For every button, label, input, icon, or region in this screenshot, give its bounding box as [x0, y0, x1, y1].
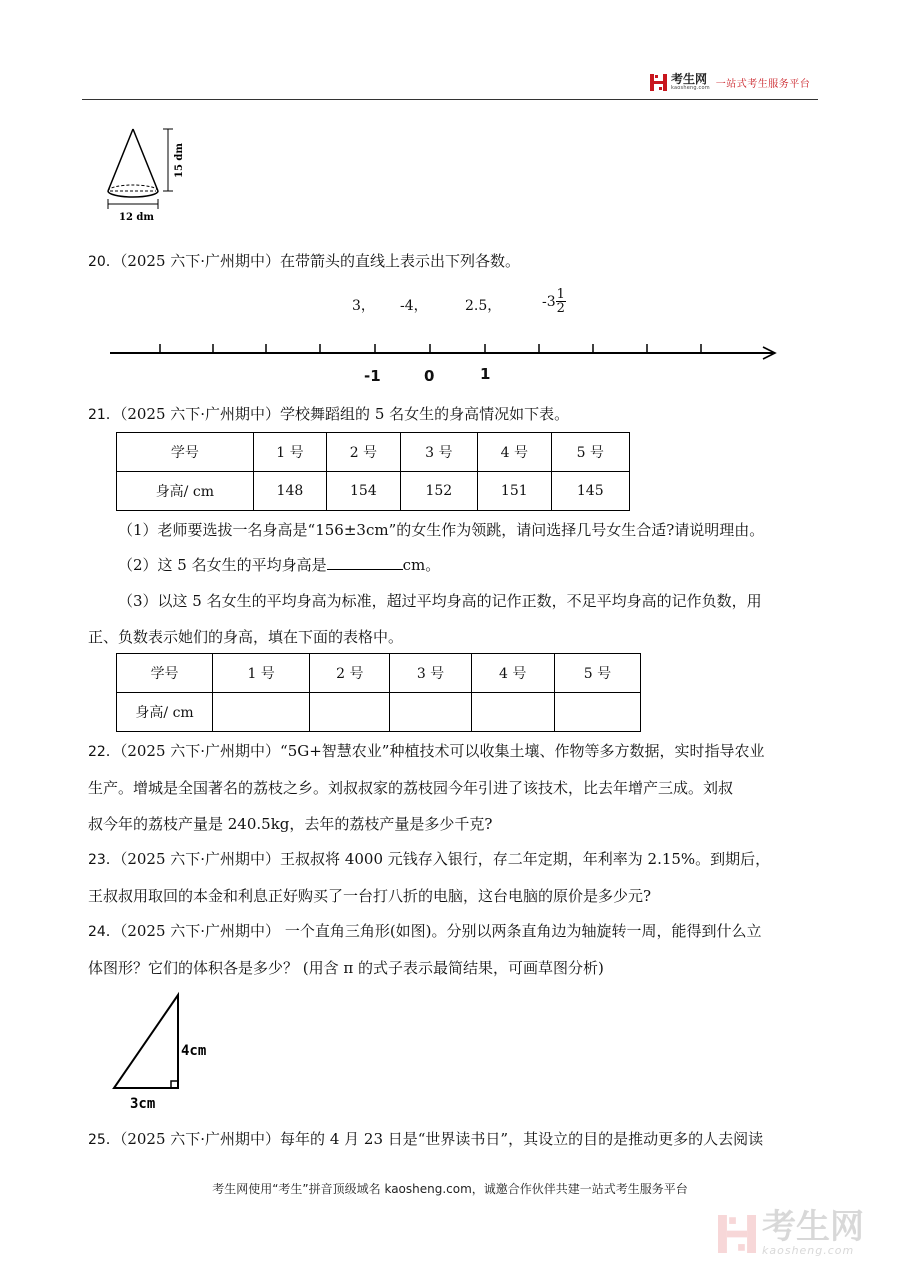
q21-part-3-line-2: 正、负数表示她们的身高，填在下面的表格中。 [88, 628, 404, 646]
table-cell: 151 [478, 472, 551, 511]
table-header-cell: 学号 [117, 654, 213, 693]
question-text: 王叔叔将 4000 元钱存入银行，存二年定期，年利率为 2.15%。到期后， [280, 850, 771, 868]
table-header-cell: 学号 [117, 433, 254, 472]
q24-line-1 [88, 913, 813, 950]
cone-figure [100, 122, 200, 227]
table-row [117, 433, 630, 472]
question-20 [88, 250, 520, 273]
q23-line-2: 王叔叔用取回的本金和利息正好购买了一台打八折的电脑，这台电脑的原价是多少元? [88, 887, 652, 905]
table-row [117, 472, 630, 511]
question-21 [88, 403, 569, 426]
q22-line-2: 生产。增城是全国著名的荔枝之乡。刘叔叔家的荔枝园今年引进了该技术，比去年增产三成。刘叔 [88, 779, 734, 797]
question-number: 20． [88, 254, 120, 270]
mixed-fraction [556, 288, 566, 315]
table-cell: 148 [253, 472, 326, 511]
question-source: （2025 六下·广州期中） [119, 850, 281, 868]
answer-cell[interactable] [554, 693, 640, 732]
part-2-text: （2）这 5 名女生的平均身高是 [118, 556, 327, 574]
question-text: 每年的 4 月 23 日是“世界读书日”，其设立的目的是推动更多的人去阅读 [280, 1130, 764, 1148]
question-number: 25． [88, 1132, 120, 1148]
question-24 [88, 913, 813, 986]
q21-part-2 [118, 553, 440, 576]
question-text: “5G+智慧农业”种植技术可以收集土壤、作物等多方数据，实时指导农业 [280, 742, 765, 760]
q21-part-3-line-1: （3）以这 5 名女生的平均身高为标准，超过平均身高的记作正数，不足平均身高的记作负数，用 [118, 592, 762, 610]
right-triangle-figure [108, 990, 228, 1115]
question-text: 学校舞蹈组的 5 名女生的身高情况如下表。 [280, 405, 570, 423]
question-source: （2025 六下·广州期中） [119, 1130, 281, 1148]
question-source: （2025 六下·广州期中） [119, 922, 281, 940]
table-header-cell: 身高/ cm [117, 693, 213, 732]
q23-line-1 [88, 841, 813, 878]
question-text: 在带箭头的直线上表示出下列各数。 [280, 252, 521, 270]
triangle-base-label: 3cm [130, 1096, 156, 1112]
table-cell: 2 号 [327, 433, 400, 472]
watermark-logo-icon [718, 1215, 756, 1253]
question-25 [88, 1121, 813, 1158]
q24-line-2: 体图形？它们的体积各是多少？ (用含 π 的式子表示最简结果，可画草图分析) [88, 959, 604, 977]
answer-cell[interactable] [310, 693, 390, 732]
fraction-denominator: 2 [556, 301, 565, 316]
table-cell: 3 号 [400, 433, 477, 472]
page-footer: 考生网使用“考生”拼音顶级域名 kaosheng.com，诚邀合作伙伴共建一站式考生服务平台 [212, 1182, 688, 1196]
fraction-numerator: 1 [556, 287, 565, 302]
q22-line-1 [88, 733, 813, 770]
q25-line-1 [88, 1121, 813, 1158]
question-number: 23． [88, 852, 120, 868]
height-table [116, 432, 630, 511]
table-cell: 3 号 [390, 654, 471, 693]
q20-value-2: -4， [400, 298, 428, 314]
logo-domain: kaosheng.com [671, 85, 710, 91]
q20-value-3: 2.5， [465, 298, 502, 314]
question-number: 24． [88, 924, 120, 940]
q20-value-1: 3， [352, 298, 375, 314]
answer-blank[interactable] [327, 553, 403, 570]
kaosheng-logo-icon [650, 74, 667, 91]
triangle-height-label: 4cm [181, 1043, 207, 1059]
question-number: 22． [88, 744, 120, 760]
table-cell: 4 号 [471, 654, 554, 693]
logo-name: 考生网 [671, 72, 708, 86]
question-number: 21． [88, 407, 120, 423]
header-logo [650, 72, 810, 92]
q22-line-3: 叔今年的荔枝产量是 240.5kg，去年的荔枝产量是多少千克? [88, 815, 493, 833]
table-cell: 4 号 [478, 433, 551, 472]
deviation-table [116, 653, 641, 732]
table-cell: 1 号 [213, 654, 310, 693]
table-cell: 5 号 [554, 654, 640, 693]
header-divider [82, 99, 818, 100]
table-cell: 2 号 [310, 654, 390, 693]
question-23 [88, 841, 813, 914]
cone-height-label: 15 dm [174, 143, 185, 178]
watermark-name: 考生网 [762, 1207, 864, 1247]
table-cell: 154 [327, 472, 400, 511]
axis-label-0: 0 [424, 367, 435, 385]
question-22 [88, 733, 813, 842]
question-source: （2025 六下·广州期中） [119, 405, 281, 423]
question-text: 一个直角三角形(如图)。分别以两条直角边为轴旋转一周，能得到什么立 [280, 922, 762, 940]
part-2-unit: cm。 [402, 556, 441, 574]
table-cell: 1 号 [253, 433, 326, 472]
table-header-cell: 身高/ cm [117, 472, 254, 511]
answer-cell[interactable] [471, 693, 554, 732]
axis-label-1: 1 [480, 365, 491, 383]
table-cell: 5 号 [551, 433, 629, 472]
q21-part-1: （1）老师要选拔一名身高是“156±3cm”的女生作为领跳，请问选择几号女生合适?请说明理由。 [118, 521, 765, 539]
number-line [105, 335, 785, 390]
question-source: （2025 六下·广州期中） [119, 252, 281, 270]
watermark [718, 1207, 864, 1257]
table-row [117, 654, 641, 693]
cone-base-label: 12 dm [119, 212, 154, 223]
answer-cell[interactable] [390, 693, 471, 732]
axis-label-minus-1: -1 [364, 367, 381, 385]
mixed-whole: -3 [542, 293, 556, 310]
q20-value-4 [542, 288, 566, 315]
answer-cell[interactable] [213, 693, 310, 732]
question-source: （2025 六下·广州期中） [119, 742, 281, 760]
watermark-domain: kaosheng.com [762, 1244, 855, 1257]
table-cell: 152 [400, 472, 477, 511]
table-row [117, 693, 641, 732]
table-cell: 145 [551, 472, 629, 511]
logo-slogan: 一站式考生服务平台 [715, 78, 811, 90]
